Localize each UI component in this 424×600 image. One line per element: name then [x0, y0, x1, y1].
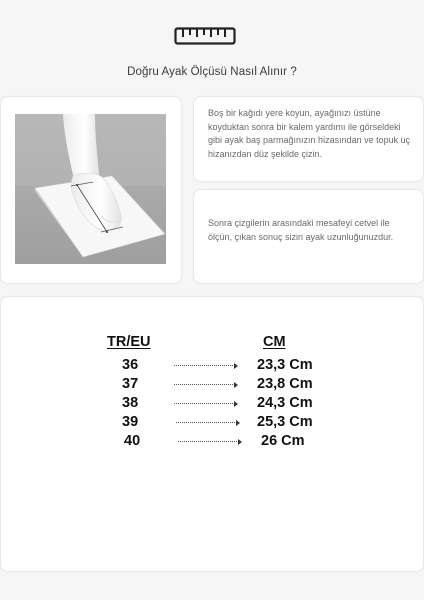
- length-value: 26 Cm: [261, 433, 305, 449]
- size-row: [0, 414, 424, 433]
- length-value: 25,3 Cm: [257, 414, 313, 430]
- size-value: 36: [122, 357, 139, 373]
- illustration-card: [0, 96, 182, 284]
- instruction-card-step1: [193, 96, 424, 182]
- dotted-arrow-icon: [174, 365, 235, 366]
- instruction-step2-text: Sonra çizgilerin arasındaki mesafeyi cetvel ile ölçün, çıkan sonuç sizin ayak uzunluğunuzdur.: [208, 218, 394, 242]
- size-row: [0, 395, 424, 414]
- dotted-arrow-icon: [176, 422, 237, 423]
- ruler-icon: [174, 27, 236, 45]
- foot-measurement-illustration: [15, 114, 166, 264]
- dotted-arrow-icon: [174, 403, 235, 404]
- dotted-arrow-icon: [174, 384, 235, 385]
- length-value: 23,3 Cm: [257, 357, 313, 373]
- size-value: 37: [122, 376, 139, 392]
- instruction-card-step2: [193, 189, 424, 284]
- length-column-header: CM: [263, 334, 286, 350]
- size-value: 38: [122, 395, 139, 411]
- size-row: [0, 357, 424, 376]
- size-column-header: TR/EU: [107, 334, 151, 350]
- size-value: 40: [124, 433, 141, 449]
- page-title: Doğru Ayak Ölçüsü Nasıl Alınır ?: [127, 66, 297, 78]
- dotted-arrow-icon: [178, 441, 239, 442]
- length-value: 24,3 Cm: [257, 395, 313, 411]
- size-row: [0, 433, 424, 452]
- length-value: 23,8 Cm: [257, 376, 313, 392]
- instruction-step1-text: Boş bir kağıdı yere koyun, ayağınızı üstüne koyduktan sonra bir kalem yardımı ile görseldeki gibi ayak baş parmağınızın hizasından ve topuk uç hizanızdan düz şekilde çizin.: [208, 108, 411, 159]
- size-value: 39: [122, 414, 139, 430]
- size-row: [0, 376, 424, 395]
